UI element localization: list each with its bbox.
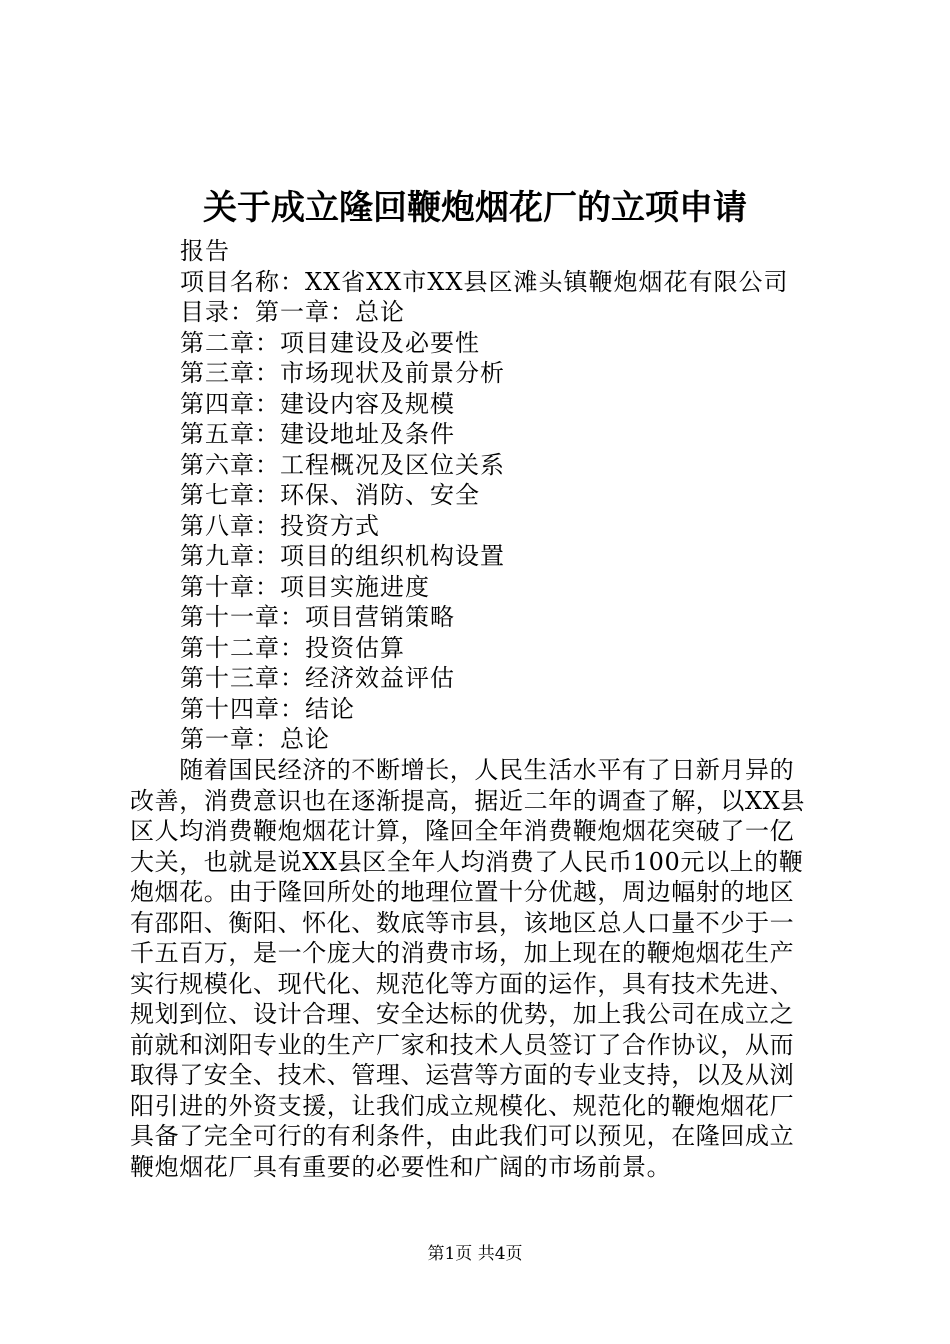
toc-line: 第二章：项目建设及必要性 [180, 328, 480, 357]
toc-line: 第十四章：结论 [180, 694, 355, 723]
paragraph-line: 前就和浏阳专业的生产厂家和技术人员签订了合作协议，从而 [130, 1030, 795, 1059]
toc-line: 第九章：项目的组织机构设置 [180, 542, 505, 570]
paragraph-line: 取得了安全、技术、管理、运营等方面的专业支持，以及从浏 [130, 1061, 795, 1089]
paragraph-line: 大关，也就是说XX县区全年人均消费了人民币100元以上的鞭 [130, 847, 804, 876]
project-name-line: 项目名称：XX省XX市XX县区滩头镇鞭炮烟花有限公司 [180, 267, 789, 296]
chapter-heading: 第一章：总论 [180, 725, 330, 753]
toc-line: 第五章：建设地址及条件 [180, 420, 455, 448]
toc-line: 第十三章：经济效益评估 [180, 664, 455, 692]
toc-line: 目录：第一章：总论 [180, 298, 405, 326]
toc-line: 第八章：投资方式 [180, 511, 380, 540]
toc-line: 第七章：环保、消防、安全 [180, 481, 480, 509]
doc-line: 报告 [180, 237, 230, 265]
paragraph-line: 规划到位、设计合理、安全达标的优势，加上我公司在成立之 [130, 1000, 795, 1028]
table-of-contents [180, 236, 860, 755]
document-title: 关于成立隆回鞭炮烟花厂的立项申请 [203, 188, 747, 228]
paragraph-line: 鞭炮烟花厂具有重要的必要性和广阔的市场前景。 [130, 1152, 672, 1181]
toc-line: 第十一章：项目营销策略 [180, 603, 455, 631]
paragraph-line: 炮烟花。由于隆回所处的地理位置十分优越，周边幅射的地区 [130, 878, 795, 906]
paragraph-line: 千五百万，是一个庞大的消费市场，加上现在的鞭炮烟花生产 [130, 939, 795, 967]
toc-line: 第六章：工程概况及区位关系 [180, 450, 505, 479]
paragraph-line: 随着国民经济的不断增长，人民生活水平有了日新月异的 [130, 756, 795, 784]
paragraph-line: 实行规模化、现代化、规范化等方面的运作，具有技术先进、 [130, 969, 795, 998]
paragraph-line: 改善，消费意识也在逐渐提高，据近二年的调查了解，以XX县 [130, 786, 805, 815]
toc-line: 第三章：市场现状及前景分析 [180, 359, 505, 387]
paragraph-line: 有邵阳、衡阳、怀化、数底等市县，该地区总人口量不少于一 [130, 908, 795, 937]
toc-line: 第十章：项目实施进度 [180, 572, 430, 601]
page-footer: 第1页 共4页 [427, 1244, 523, 1264]
paragraph-line: 具备了完全可行的有利条件，由此我们可以预见，在隆回成立 [130, 1122, 795, 1150]
toc-line: 第四章：建设内容及规模 [180, 389, 455, 418]
toc-line: 第十二章：投资估算 [180, 633, 405, 662]
paragraph-line: 区人均消费鞭炮烟花计算，隆回全年消费鞭炮烟花突破了一亿 [130, 817, 795, 845]
body-paragraph [130, 755, 830, 1182]
paragraph-line: 阳引进的外资支援，让我们成立规模化、规范化的鞭炮烟花厂 [130, 1091, 795, 1120]
